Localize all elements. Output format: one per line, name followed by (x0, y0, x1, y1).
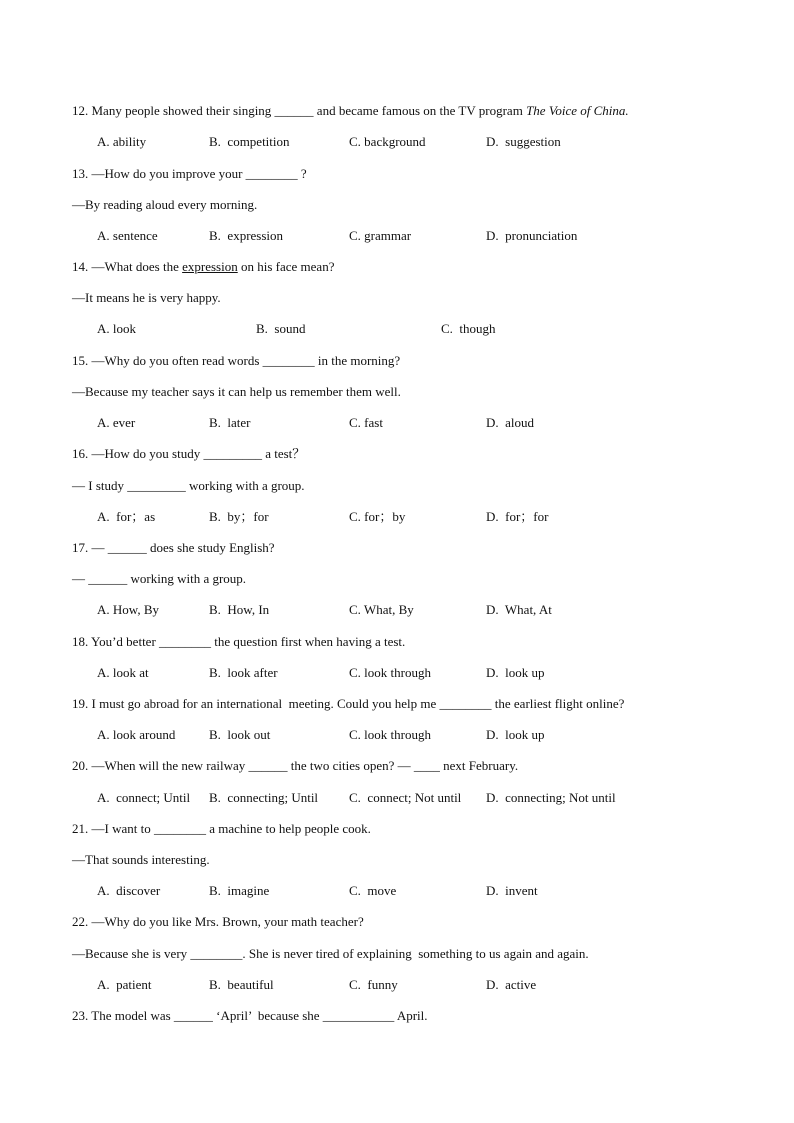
option-a: A. sentence (97, 228, 158, 243)
option-d: D. pronunciation (486, 228, 578, 243)
option-d: D. aloud (486, 415, 535, 430)
option-d: D. look up (486, 665, 545, 680)
option-c: C. background (349, 134, 426, 149)
answer-21: —That sounds interesting. (72, 852, 210, 867)
question-16: 16. —How do you study _________ a test？ (72, 446, 306, 461)
options-12 (97, 134, 737, 150)
question-text: 12. Many people showed their singing ______ and became famous on the TV program (72, 103, 527, 118)
option-b: B. connecting; Until (209, 790, 319, 805)
option-c: C. connect; Not until (349, 790, 462, 805)
option-a: A. look around (97, 727, 176, 742)
option-d: D. active (486, 977, 537, 992)
option-d: D. invent (486, 883, 538, 898)
option-a: A. connect; Until (97, 790, 191, 805)
option-c: C. grammar (349, 228, 412, 243)
options-15 (97, 415, 737, 431)
option-d: D. look up (486, 727, 545, 742)
option-c: C. move (349, 883, 397, 898)
answer-16: — I study _________ working with a group. (72, 478, 305, 493)
option-a: A. How, By (97, 602, 159, 617)
question-13: 13. —How do you improve your ________ ? (72, 166, 307, 181)
option-c: C. fast (349, 415, 383, 430)
option-c: C. What, By (349, 602, 414, 617)
option-a: A. look at (97, 665, 149, 680)
options-20 (97, 790, 737, 806)
question-19: 19. I must go abroad for an international meeting. Could you help me ________ the earliest flight online? (72, 696, 625, 711)
option-c: C. funny (349, 977, 398, 992)
answer-15: —Because my teacher says it can help us remember them well. (72, 384, 401, 399)
options-18 (97, 665, 737, 681)
question-17: 17. — ______ does she study English? (72, 540, 275, 555)
question-15: 15. —Why do you often read words ________ in the morning? (72, 353, 401, 368)
option-b: B. imagine (209, 883, 270, 898)
option-c: C. for；by (349, 509, 406, 524)
option-d: D. suggestion (486, 134, 561, 149)
underlined-word: expression (182, 259, 238, 274)
answer-22: —Because she is very ________. She is never tired of explaining something to us again and again. (72, 946, 589, 961)
options-22 (97, 977, 737, 993)
option-a: A. patient (97, 977, 152, 992)
options-16 (97, 509, 737, 525)
option-b: B. by；for (209, 509, 269, 524)
option-b: B. sound (256, 321, 306, 336)
options-13 (97, 228, 737, 244)
options-21 (97, 883, 737, 899)
question-14 (72, 259, 334, 275)
option-a: A. ever (97, 415, 136, 430)
option-c: C. look through (349, 665, 431, 680)
option-b: B. look out (209, 727, 271, 742)
question-18: 18. You’d better ________ the question first when having a test. (72, 634, 406, 649)
option-d: D. connecting; Not until (486, 790, 616, 805)
question-text-end: on his face mean? (237, 259, 335, 274)
option-b: B. beautiful (209, 977, 274, 992)
option-b: B. look after (209, 665, 278, 680)
options-14 (97, 321, 737, 337)
option-c: C. though (441, 321, 496, 336)
answer-17: — ______ working with a group. (72, 571, 247, 586)
options-19 (97, 727, 737, 743)
option-b: B. later (209, 415, 251, 430)
option-a: A. discover (97, 883, 161, 898)
answer-13: —By reading aloud every morning. (72, 197, 258, 212)
option-a: A. look (97, 321, 136, 336)
program-title: The Voice of China. (526, 103, 629, 118)
question-21: 21. —I want to ________ a machine to help people cook. (72, 821, 371, 836)
options-17 (97, 602, 737, 618)
option-a: A. for；as (97, 509, 156, 524)
option-b: B. expression (209, 228, 284, 243)
answer-14: —It means he is very happy. (72, 290, 221, 305)
option-a: A. ability (97, 134, 147, 149)
option-d: D. for；for (486, 509, 549, 524)
question-text: 14. —What does the (72, 259, 183, 274)
question-22: 22. —Why do you like Mrs. Brown, your math teacher? (72, 914, 364, 929)
option-b: B. competition (209, 134, 290, 149)
option-d: D. What, At (486, 602, 552, 617)
option-c: C. look through (349, 727, 431, 742)
question-20: 20. —When will the new railway ______ the two cities open? — ____ next February. (72, 758, 519, 773)
option-b: B. How, In (209, 602, 270, 617)
question-23: 23. The model was ______ ‘April’ because she ___________ April. (72, 1008, 428, 1023)
question-12 (72, 103, 629, 119)
